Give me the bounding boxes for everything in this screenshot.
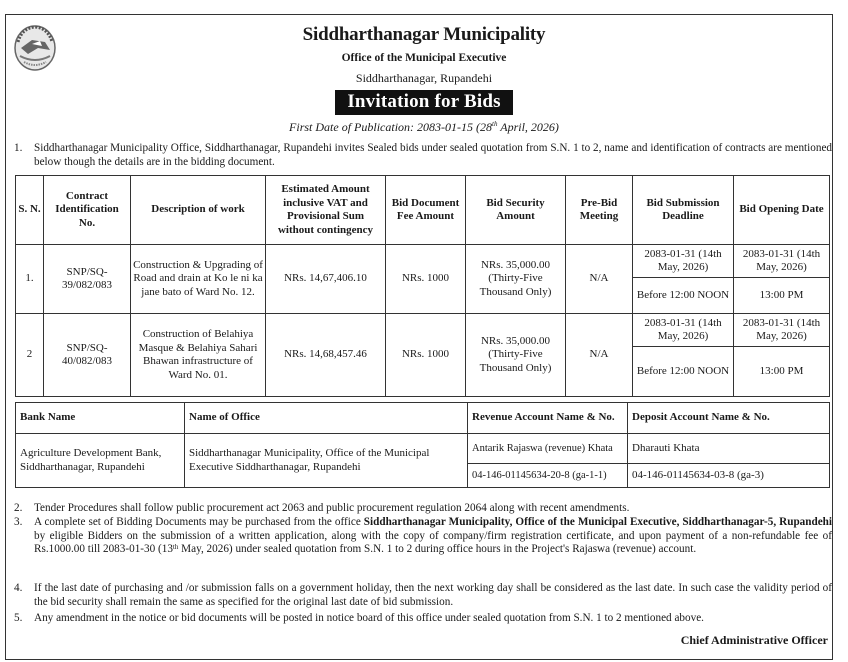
- col-revenue-account: Revenue Account Name & No.: [468, 403, 628, 434]
- bank-table: [15, 402, 830, 488]
- col-description: Description of work: [131, 176, 266, 245]
- office-name-value: Siddharthanagar Municipality, Office of the Municipal Executive Siddharthanagar, Rupandehi: [185, 434, 468, 488]
- office-name: Office of the Municipal Executive: [341, 52, 507, 64]
- col-pre-bid: Pre-Bid Meeting: [566, 176, 633, 245]
- col-estimated-amount: Estimated Amount inclusive VAT and Provisional Sum without contingency: [266, 176, 386, 245]
- note-intro: 1. Siddharthanagar Municipality Office, Siddharthanagar, Rupandehi invites Sealed bids under sealed quotation from S.N. 1 to 2, name and identification of contracts are mentioned below though the details are in the bidding document.: [14, 142, 832, 168]
- col-submission-deadline: Bid Submission Deadline: [633, 176, 734, 245]
- bids-table: [15, 175, 830, 397]
- note-3: 3. A complete set of Bidding Documents may be purchased from the office Siddharthanagar Municipality, Office of the Municipal Executive, Siddharthanagar-5, Rupandehi by eligible Bidders on the submission of a written application, along with the copy of company/firm registration certificate, and upon payment of a non-refundable fee of Rs.1000.00 till 2083-01-30 (13th May, 2026) under sealed quotation from S.N. 1 to 2 during office hours in the Project's Rajaswa (revenue) account.: [14, 516, 832, 555]
- bank-name: Agriculture Development Bank, Siddharthanagar, Rupandehi: [16, 434, 185, 488]
- notice-banner: [0, 90, 848, 115]
- table-header-row: [16, 176, 830, 245]
- table-row: Before 12:00 NOON 13:00 PM: [16, 347, 830, 397]
- bank-row: [16, 434, 830, 464]
- deposit-account-no: 04-146-01145634-03-8 (ga-3): [628, 464, 830, 488]
- table-row: 2 SNP/SQ-40/082/083 Construction of Belahiya Masque & Belahiya Sahari Bhawan infrastructure of Ward No. 01. NRs. 14,68,457.46 NRs. 1000 NRs. 35,000.00 (Thirty-Five Thousand Only) N/A 2083-01-31 (14th May, 2026) 2083-01-31 (14th May, 2026): [16, 314, 830, 347]
- publication-date: First Date of Publication: 2083-01-15 (28th April, 2026): [289, 120, 559, 134]
- org-name: Siddharthanagar Municipality: [302, 24, 546, 45]
- col-doc-fee: Bid Document Fee Amount: [386, 176, 466, 245]
- col-contract-id: Contract Identification No.: [44, 176, 131, 245]
- banner-title: Invitation for Bids: [335, 90, 512, 115]
- col-office-name: Name of Office: [185, 403, 468, 434]
- col-opening-date: Bid Opening Date: [734, 176, 830, 245]
- signatory-title: Chief Administrative Officer: [680, 633, 828, 647]
- col-deposit-account: Deposit Account Name & No.: [628, 403, 830, 434]
- note-2: 2. Tender Procedures shall follow public procurement act 2063 and public procurement regulation 2064 along with recent amendments.: [14, 502, 630, 514]
- note-4: 4. If the last date of purchasing and /or submission falls on a government holiday, then the next working day shall be considered as the last date. In such case the validity period of the bid security shall remain the same as specified for the original last date of bid submission.: [14, 582, 832, 608]
- table-row: 1. SNP/SQ-39/082/083 Construction & Upgrading of Road and drain at Ko le ni ka jane bato of Ward No. 12. NRs. 14,67,406.10 NRs. 1000 NRs. 35,000.00 (Thirty-Five Thousand Only) N/A 2083-01-31 (14th May, 2026) 2083-01-31 (14th May, 2026): [16, 245, 830, 278]
- revenue-account-name: Antarik Rajaswa (revenue) Khata: [468, 434, 628, 464]
- note-5: 5. Any amendment in the notice or bid documents will be posted in notice board of this office under sealed quotation from S.N. 1 to 2 mentioned above.: [14, 612, 704, 624]
- bank-header-row: [16, 403, 830, 434]
- revenue-account-no: 04-146-01145634-20-8 (ga-1-1): [468, 464, 628, 488]
- col-bid-security: Bid Security Amount: [466, 176, 566, 245]
- office-location: Siddharthanagar, Rupandehi: [355, 71, 493, 85]
- table-row: Before 12:00 NOON 13:00 PM: [16, 278, 830, 314]
- col-sn: S. N.: [16, 176, 44, 245]
- col-bank-name: Bank Name: [16, 403, 185, 434]
- deposit-account-name: Dharauti Khata: [628, 434, 830, 464]
